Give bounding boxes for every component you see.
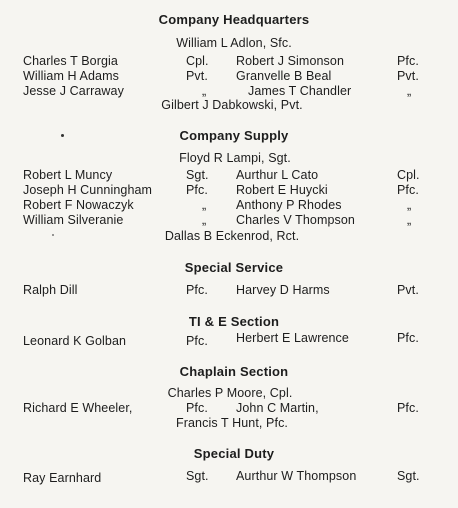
chaplain-rank2: Pfc. (397, 401, 419, 415)
hq-row3-name2: James T Chandler (248, 84, 352, 98)
special-duty-name1: Ray Earnhard (23, 471, 102, 485)
tie-name2: Herbert E Lawrence (236, 331, 349, 345)
tie-rank2: Pfc. (397, 331, 419, 345)
chaplain-bottom: Francis T Hunt, Pfc. (176, 416, 288, 430)
supply-row4-rank1: „ (202, 213, 207, 227)
hq-row2-rank1: Pvt. (186, 69, 208, 83)
supply-tail: Dallas B Eckenrod, Rct. (164, 229, 300, 243)
special-duty-name2: Aurthur W Thompson (236, 469, 357, 483)
special-service-name2: Harvey D Harms (236, 283, 330, 297)
hq-row1-rank1: Cpl. (186, 54, 209, 68)
special-duty-rank1: Sgt. (186, 469, 209, 483)
scan-speck (52, 234, 54, 236)
section-heading-ti-e-section: TI & E Section (188, 314, 280, 329)
supply-row2-name2: Robert E Huycki (236, 183, 328, 197)
scan-speck (61, 134, 64, 137)
supply-row4-rank2: „ (407, 213, 412, 227)
supply-lead: Floyd R Lampi, Sgt. (179, 151, 291, 165)
hq-row3-name1: Jesse J Carraway (23, 84, 124, 98)
section-heading-special-service: Special Service (184, 260, 284, 275)
hq-row2-name1: William H Adams (23, 69, 119, 83)
hq-row3-rank1: „ (202, 84, 207, 98)
supply-row2-rank1: Pfc. (186, 183, 208, 197)
section-heading-chaplain-section: Chaplain Section (179, 364, 289, 379)
supply-row2-name1: Joseph H Cunningham (23, 183, 153, 197)
supply-row1-rank1: Sgt. (186, 168, 209, 182)
supply-row1-name2: Aurthur L Cato (236, 168, 319, 182)
hq-row2-rank2: Pvt. (397, 69, 419, 83)
section-heading-company-supply: Company Supply (179, 128, 289, 143)
special-service-rank1: Pfc. (186, 283, 208, 297)
special-duty-rank2: Sgt. (397, 469, 420, 483)
chaplain-top: Charles P Moore, Cpl. (167, 386, 293, 400)
section-heading-company-headquarters: Company Headquarters (158, 12, 310, 27)
section-heading-special-duty: Special Duty (193, 446, 275, 461)
supply-row4-name1: William Silveranie (23, 213, 124, 227)
chaplain-name2: John C Martin, (236, 401, 319, 415)
supply-row3-name1: Robert F Nowaczyk (23, 198, 134, 212)
tie-rank1: Pfc. (186, 334, 208, 348)
supply-row1-rank2: Cpl. (397, 168, 420, 182)
supply-row4-name2: Charles V Thompson (236, 213, 355, 227)
tie-name1: Leonard K Golban (23, 334, 127, 348)
hq-tail: Gilbert J Dabkowski, Pvt. (161, 98, 303, 112)
chaplain-name1: Richard E Wheeler, (23, 401, 133, 415)
hq-row1-rank2: Pfc. (397, 54, 419, 68)
hq-row3-rank2: „ (407, 84, 412, 98)
hq-lead: William L Adlon, Sfc. (176, 36, 292, 50)
supply-row3-name2: Anthony P Rhodes (236, 198, 342, 212)
hq-row1-name1: Charles T Borgia (23, 54, 118, 68)
supply-row2-rank2: Pfc. (397, 183, 419, 197)
special-service-name1: Ralph Dill (23, 283, 78, 297)
supply-row3-rank1: „ (202, 198, 207, 212)
supply-row3-rank2: „ (407, 198, 412, 212)
supply-row1-name1: Robert L Muncy (23, 168, 113, 182)
hq-row1-name2: Robert J Simonson (236, 54, 344, 68)
chaplain-rank1: Pfc. (186, 401, 208, 415)
special-service-rank2: Pvt. (397, 283, 419, 297)
hq-row2-name2: Granvelle B Beal (236, 69, 332, 83)
